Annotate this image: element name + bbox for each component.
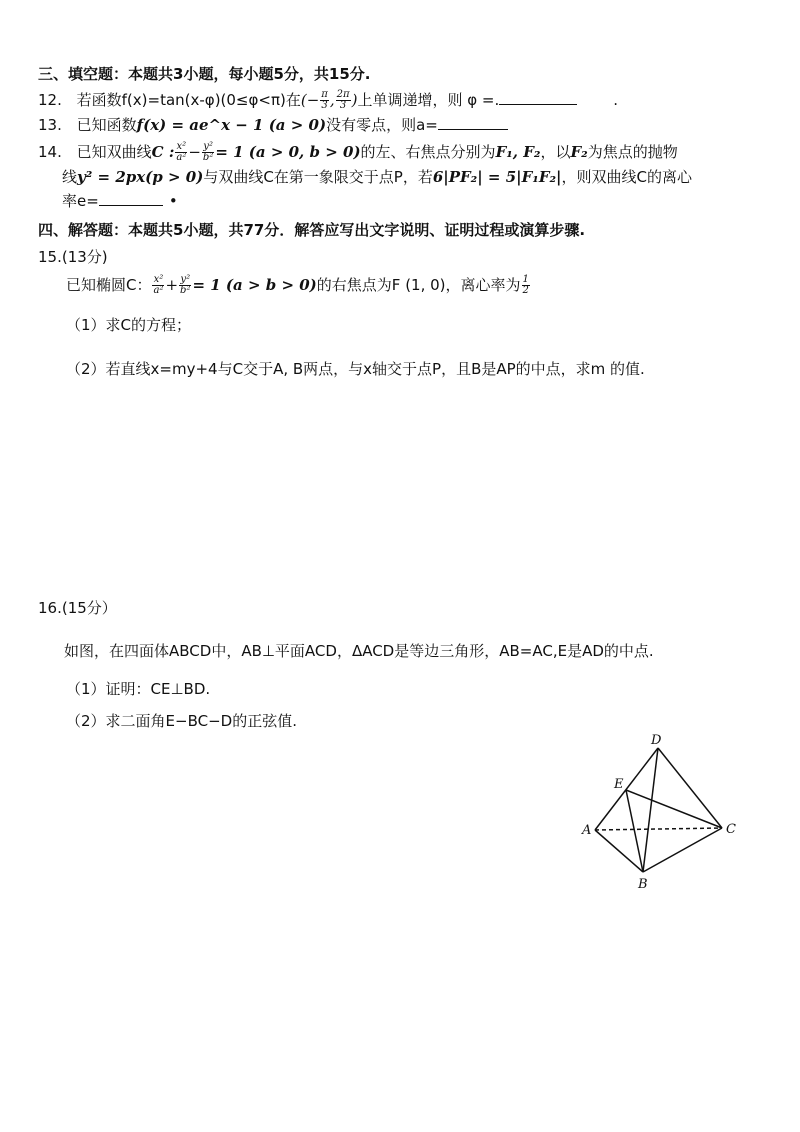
question-14-number: 14. bbox=[38, 143, 62, 161]
label-D: D bbox=[651, 733, 662, 748]
question-12-text-b: 上单调递增，则 φ =. bbox=[357, 91, 500, 109]
question-15-part-1: （1）求C的方程； bbox=[66, 316, 192, 334]
question-15-text-b: 的右焦点为F (1, 0)，离心率为 bbox=[316, 276, 521, 294]
question-14-line-2 bbox=[62, 166, 692, 188]
question-13-number: 13. bbox=[38, 116, 62, 134]
label-A: A bbox=[582, 823, 592, 838]
question-15-eq-condition: = 1 (a > b > 0) bbox=[192, 276, 317, 294]
question-14-condition: 6|PF₂| = 5|F₁F₂| bbox=[432, 168, 562, 186]
question-14-line-3 bbox=[62, 189, 178, 212]
question-15-header: 15.(13分) bbox=[38, 248, 108, 266]
question-14-frac-y2-b2: $\frac{\text{y²}}{\text{b²}}$ bbox=[202, 141, 214, 163]
question-16-header: 16.(15分） bbox=[38, 599, 117, 617]
question-13-text-b: 没有零点，则a= bbox=[326, 116, 438, 134]
question-14-eq-condition: = 1 (a > 0, b > 0) bbox=[215, 143, 361, 161]
question-14-line2-b: 与双曲线C在第一象限交于点P，若 bbox=[203, 168, 433, 186]
edge-AD bbox=[595, 748, 658, 830]
question-13 bbox=[38, 113, 508, 136]
question-14-line3-a: 率e= bbox=[62, 192, 99, 210]
question-15-frac-y2-b2: $\frac{\text{y²}}{\text{b²}}$ bbox=[180, 274, 191, 296]
question-13-expr: f(x) = ae^x − 1 (a > 0) bbox=[136, 116, 327, 134]
question-14-text-c: ，以 bbox=[540, 143, 571, 161]
label-C: C bbox=[726, 822, 736, 837]
question-12-number: 12. bbox=[38, 91, 62, 109]
question-16-part-1: （1）证明：CE⊥BD. bbox=[66, 680, 211, 698]
question-14-f2: F₂ bbox=[570, 143, 588, 161]
question-15-part-2: （2）若直线x=my+4与C交于A, B两点，与x轴交于点P，且B是AP的中点，求m 的值. bbox=[66, 360, 645, 378]
question-14-minus: − bbox=[188, 143, 201, 161]
question-13-text-a: 已知函数 bbox=[76, 116, 137, 134]
question-15-frac-1-2: $\frac{1}{2}$ bbox=[522, 274, 529, 296]
question-12-text-a: 若函数f(x)=tan(x-φ)(0≤φ<π)在 bbox=[76, 91, 301, 109]
question-15-stem bbox=[66, 274, 531, 296]
question-16-stem: 如图，在四面体ABCD中，AB⊥平面ACD，ΔACD是等边三角形，AB=AC,E是AD的中点. bbox=[64, 642, 654, 660]
label-B: B bbox=[638, 877, 648, 892]
section-4-heading: 四、解答题：本题共5小题，共77分．解答应写出文字说明、证明过程或演算步骤. bbox=[38, 221, 586, 239]
question-14-frac-x2-a2: $\frac{\text{x²}}{\text{a²}}$ bbox=[176, 141, 187, 163]
question-14-line-1 bbox=[38, 141, 678, 163]
tetrahedron-figure bbox=[580, 730, 750, 900]
question-13-answer-blank[interactable] bbox=[438, 113, 508, 130]
edge-DB bbox=[643, 748, 658, 872]
edge-BC bbox=[643, 828, 722, 872]
question-15-text-a: 已知椭圆C： bbox=[66, 276, 152, 294]
question-12-interval-open: (− bbox=[300, 91, 320, 109]
question-14-answer-blank[interactable] bbox=[99, 189, 163, 206]
question-12-end: . bbox=[613, 91, 618, 109]
question-12-interval-close: ) bbox=[351, 91, 358, 109]
question-15-plus: + bbox=[165, 276, 179, 294]
question-12-frac-2pi-3: $\frac{2\pi}{3}$ bbox=[336, 89, 350, 111]
question-14-line2-a: 线 bbox=[62, 168, 78, 186]
question-14-foci: F₁, F₂ bbox=[495, 143, 541, 161]
question-14-parabola: y² = 2px(p > 0) bbox=[77, 168, 204, 186]
question-12 bbox=[38, 88, 618, 111]
question-14-line2-c: ，则双曲线C的离心 bbox=[561, 168, 692, 186]
question-12-comma: , bbox=[329, 91, 335, 109]
question-14-text-b: 的左、右焦点分别为 bbox=[360, 143, 496, 161]
question-16-part-2: （2）求二面角E−BC−D的正弦值. bbox=[66, 712, 297, 730]
question-14-text-d: 为焦点的抛物 bbox=[587, 143, 678, 161]
question-15-frac-x2-a2: $\frac{\text{x²}}{\text{a²}}$ bbox=[153, 274, 164, 296]
label-E: E bbox=[614, 777, 624, 792]
question-14-c-label: C : bbox=[151, 143, 175, 161]
question-14-text-a: 已知双曲线 bbox=[76, 143, 152, 161]
question-12-frac-pi-3: $\frac{\pi}{3}$ bbox=[321, 89, 328, 111]
question-12-answer-blank[interactable] bbox=[499, 88, 577, 105]
question-14-bullet: • bbox=[168, 192, 178, 210]
edge-AC-hidden bbox=[595, 828, 722, 830]
section-3-heading: 三、填空题：本题共3小题，每小题5分，共15分. bbox=[38, 65, 371, 83]
